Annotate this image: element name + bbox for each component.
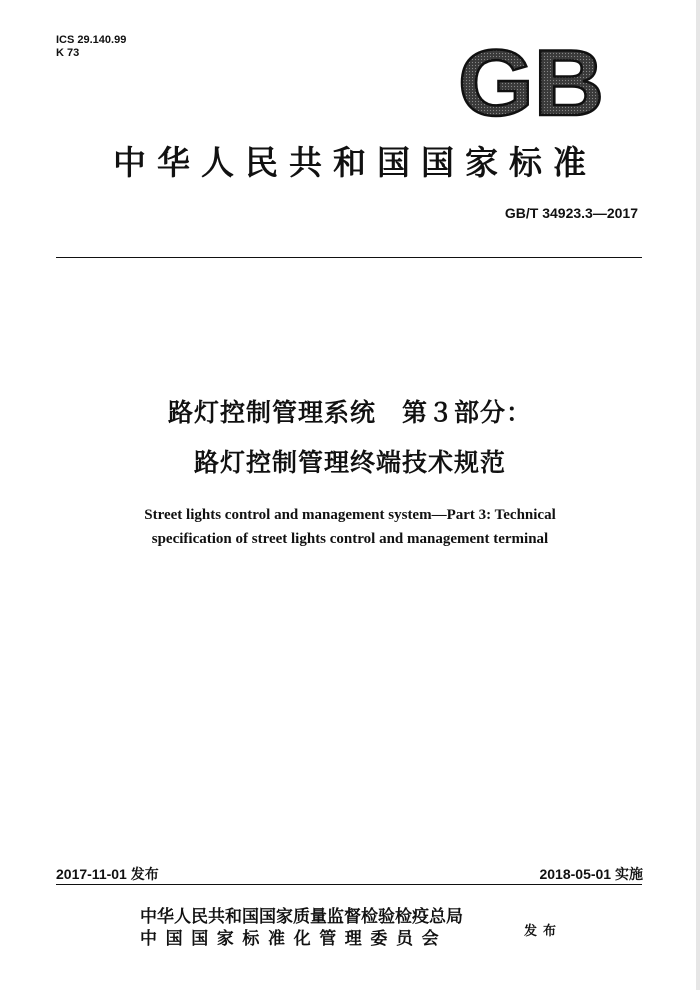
ics-code: ICS 29.140.99	[56, 34, 127, 46]
publish-label: 发布	[524, 924, 563, 939]
page-edge	[696, 0, 700, 990]
title-en-line-2: specification of street lights control and management terminal	[151, 531, 549, 547]
footer-divider	[56, 884, 642, 885]
publisher-block	[140, 906, 463, 950]
publisher-line-2: 中国国家标准化管理委员会	[140, 929, 448, 949]
standard-body-title: 中华人民共和国国家标准	[113, 143, 597, 182]
header-divider	[56, 257, 642, 258]
standard-number: GB/T 34923.3—2017	[504, 205, 638, 221]
ccs-code: K 73	[56, 47, 80, 59]
issue-date: 2017-11-01 发布	[56, 866, 159, 882]
title-en-line-1: Street lights control and management system—Part 3: Technical	[144, 507, 556, 523]
gb-logo	[456, 40, 606, 124]
title-cn-line-1: 路灯控制管理系统 第３部分：	[167, 398, 532, 427]
publisher-line-1: 中华人民共和国国家质量监督检验检疫总局	[140, 907, 463, 927]
implementation-date: 2018-05-01 实施	[539, 866, 643, 882]
classification-codes	[56, 34, 126, 60]
title-cn-line-2: 路灯控制管理终端技术规范	[193, 448, 506, 477]
title-en	[0, 503, 700, 551]
gb-logo-text: GB	[458, 40, 604, 124]
